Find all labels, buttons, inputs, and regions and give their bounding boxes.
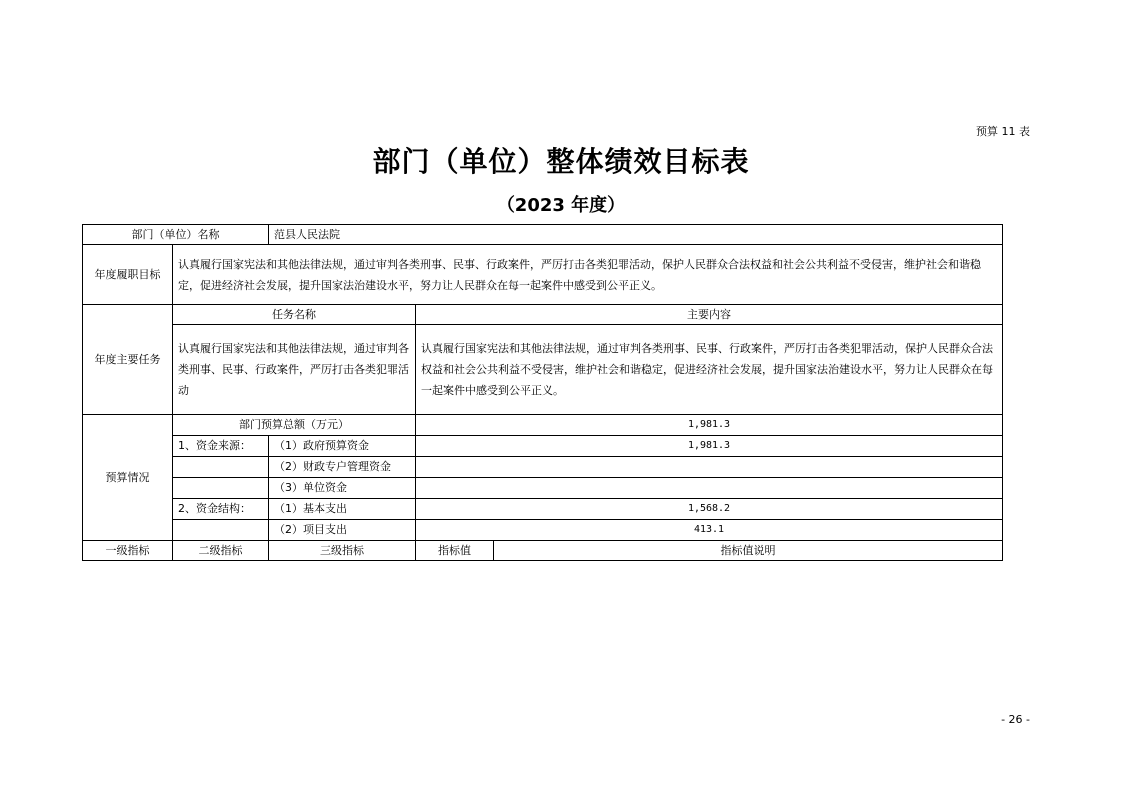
page-title: 部门（单位）整体绩效目标表: [372, 145, 750, 178]
structure-basic-value: 1,568.2: [416, 499, 1003, 520]
source-unit-label: （3）单位资金: [269, 478, 416, 499]
source-unit-value: [416, 478, 1003, 499]
task-name-header: 任务名称: [173, 305, 416, 325]
source-gov-row: [83, 436, 1003, 457]
task-header-row: [83, 305, 1003, 325]
annual-goal-row: [83, 245, 1003, 305]
dept-name-row: [83, 225, 1003, 245]
task-name: 认真履行国家宪法和其他法律法规，通过审判各类刑事、民事、行政案件，严厉打击各类犯罪活动: [173, 325, 416, 415]
source-special-label: （2）财政专户管理资金: [269, 457, 416, 478]
source-gov-label: （1）政府预算资金: [269, 436, 416, 457]
structure-label: 2、资金结构：: [173, 499, 269, 520]
indicator-level1-header: 一级指标: [83, 541, 173, 561]
budget-total-value: 1,981.3: [416, 415, 1003, 436]
budget-total-row: [83, 415, 1003, 436]
indicator-level3-header: 三级指标: [269, 541, 416, 561]
source-label: 1、资金来源：: [173, 436, 269, 457]
main-tasks-label: 年度主要任务: [83, 305, 173, 415]
source-unit-row: [83, 478, 1003, 499]
structure-project-label: （2）项目支出: [269, 520, 416, 541]
structure-project-value: 413.1: [416, 520, 1003, 541]
structure-basic-label: （1）基本支出: [269, 499, 416, 520]
indicator-header-row: [83, 541, 1003, 561]
budget-label: 预算情况: [83, 415, 173, 541]
page-subtitle: （2023 年度）: [496, 195, 626, 216]
structure-basic-row: [83, 499, 1003, 520]
structure-project-row: [83, 520, 1003, 541]
source-special-row: [83, 457, 1003, 478]
dept-name-value: 范县人民法院: [269, 225, 1003, 245]
table-number-label: 预算 11 表: [976, 125, 1030, 138]
annual-goal-text: 认真履行国家宪法和其他法律法规，通过审判各类刑事、民事、行政案件，严厉打击各类犯罪活动，保护人民群众合法权益和社会公共利益不受侵害，维护社会和谐稳定，促进经济社会发展，提升国家法治建设水平，努力让人民群众在每一起案件中感受到公平正义。: [173, 245, 1003, 305]
budget-total-label: 部门预算总额（万元）: [173, 415, 416, 436]
indicator-value-header: 指标值: [416, 541, 494, 561]
dept-name-label: 部门（单位）名称: [83, 225, 269, 245]
indicator-description-header: 指标值说明: [494, 541, 1003, 561]
annual-goal-label: 年度履职目标: [83, 245, 173, 305]
task-content-header: 主要内容: [416, 305, 1003, 325]
task-content: 认真履行国家宪法和其他法律法规，通过审判各类刑事、民事、行政案件，严厉打击各类犯罪活动，保护人民群众合法权益和社会公共利益不受侵害，维护社会和谐稳定，促进经济社会发展，提升国家法治建设水平，努力让人民群众在每一起案件中感受到公平正义。: [416, 325, 1003, 415]
performance-goal-table: [82, 224, 1003, 561]
task-row: [83, 325, 1003, 415]
source-gov-value: 1,981.3: [416, 436, 1003, 457]
page-number: - 26 -: [1001, 713, 1030, 726]
source-special-value: [416, 457, 1003, 478]
indicator-level2-header: 二级指标: [173, 541, 269, 561]
